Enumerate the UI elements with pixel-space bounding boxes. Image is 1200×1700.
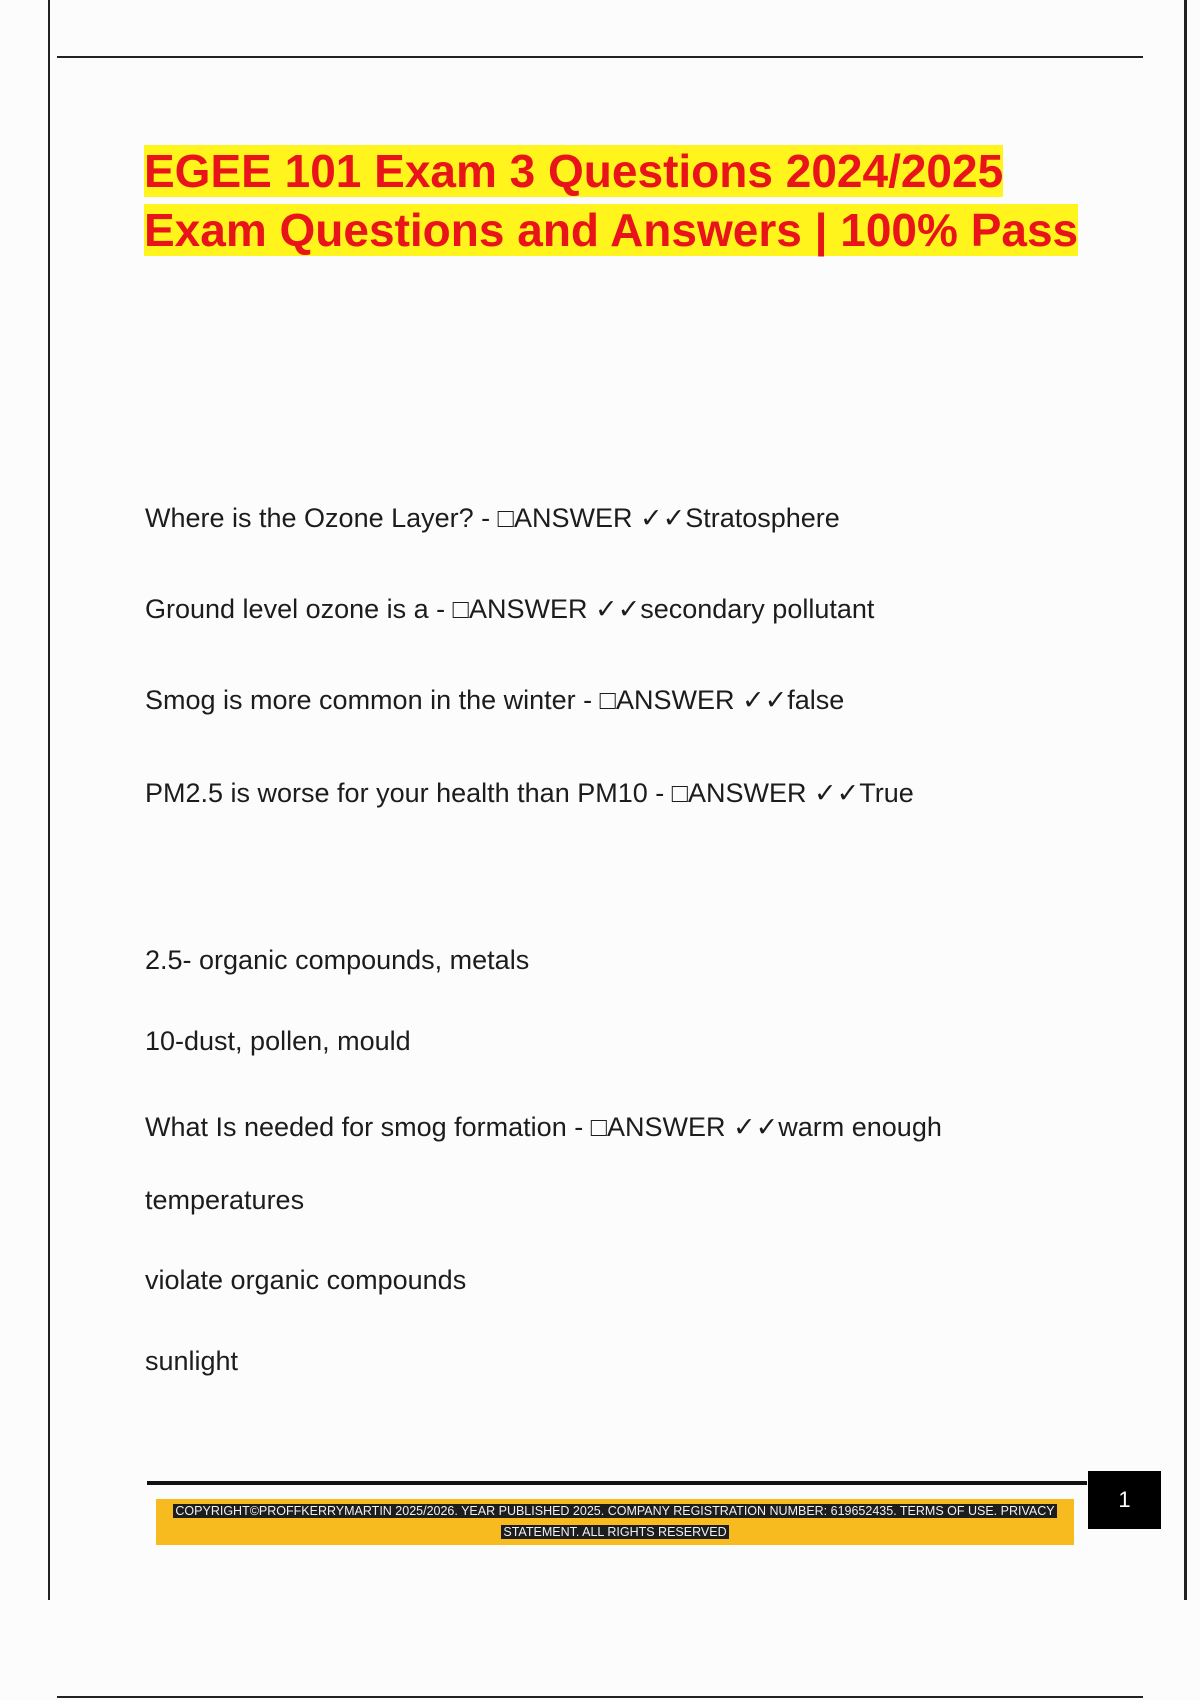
qa-line: 10-dust, pollen, mould: [145, 1026, 411, 1056]
page-border-left: [48, 0, 50, 1600]
qa-line: What Is needed for smog formation - □ANSWER ✓✓warm enough: [145, 1112, 942, 1142]
qa-line: Smog is more common in the winter - □ANSWER ✓✓false: [145, 685, 845, 715]
qa-line: temperatures: [145, 1185, 305, 1215]
top-rule: [57, 56, 1143, 58]
qa-line: Where is the Ozone Layer? - □ANSWER ✓✓Stratosphere: [145, 503, 840, 533]
qa-line: violate organic compounds: [145, 1265, 467, 1295]
qa-line: sunlight: [145, 1346, 239, 1376]
qa-line: PM2.5 is worse for your health than PM10 - □ANSWER ✓✓True: [145, 778, 914, 808]
page-number: 1: [1088, 1471, 1161, 1529]
qa-line: Ground level ozone is a - □ANSWER ✓✓secondary pollutant: [145, 594, 875, 624]
footer-copyright: [156, 1501, 1074, 1543]
qa-line: 2.5- organic compounds, metals: [145, 945, 530, 975]
footer-rule: [147, 1481, 1087, 1485]
bottom-rule: [57, 1696, 1143, 1698]
footer-copyright-text: COPYRIGHT©PROFFKERRYMARTIN 2025/2026. YEAR PUBLISHED 2025. COMPANY REGISTRATION NUMBER: 619652435. TERMS OF USE. PRIVACY STATEMENT. ALL RIGHTS RESERVED: [175, 1504, 1055, 1539]
page-border-right: [1184, 0, 1187, 1600]
document-title-text: EGEE 101 Exam 3 Questions 2024/2025 Exam Questions and Answers | 100% Pass: [144, 145, 1079, 256]
document-title: [144, 142, 1104, 260]
